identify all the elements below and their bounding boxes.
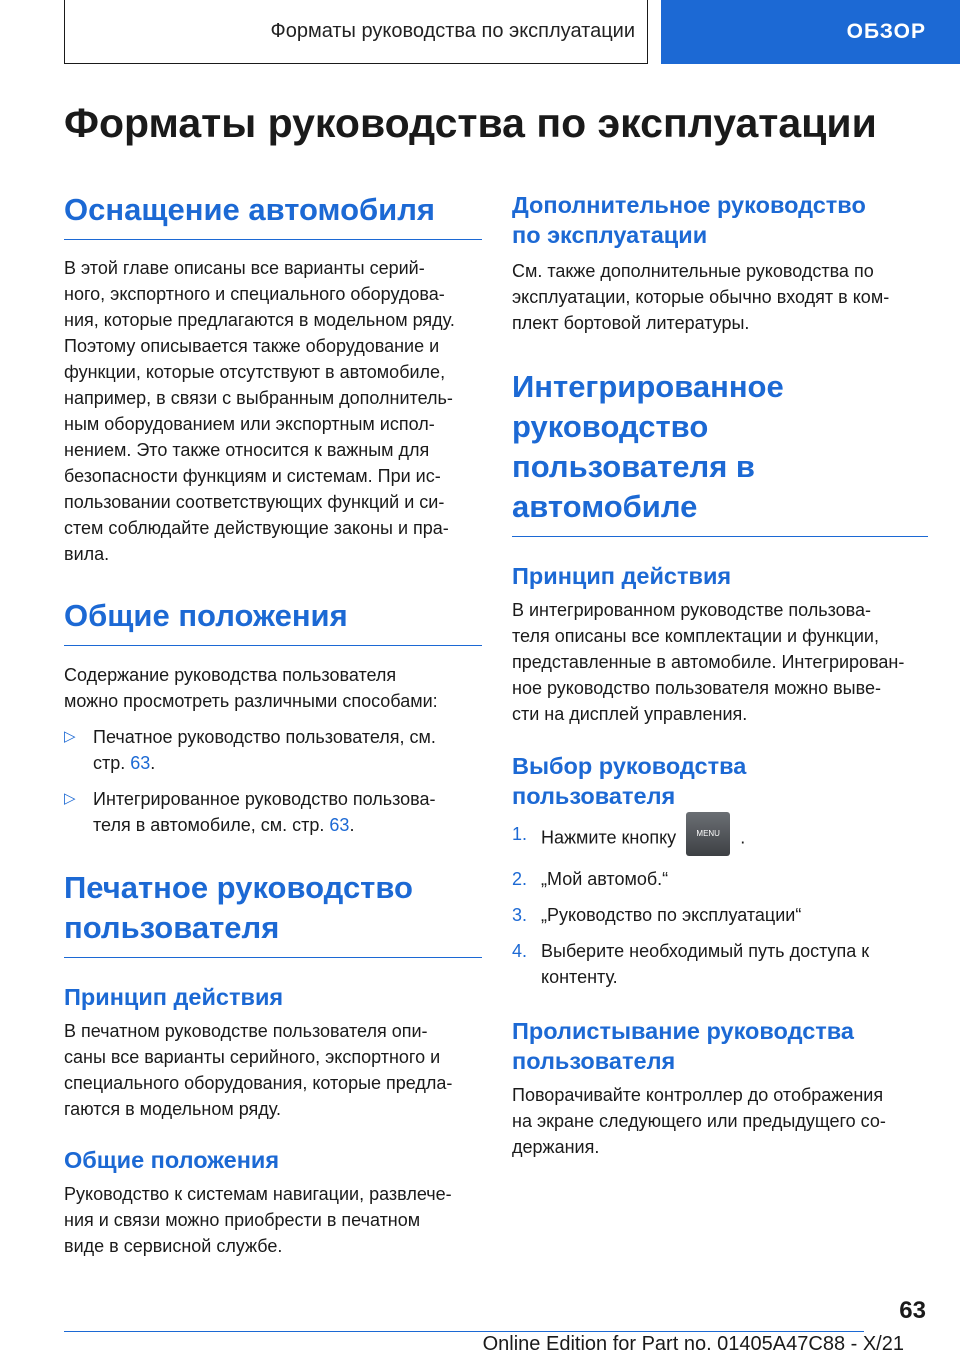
list-item: ▷ Интегрированное руководство пользова- теля в автомобиле, см. стр. 63.: [64, 786, 482, 838]
heading-equipment: Оснащение автомобиля: [64, 190, 482, 240]
page-number: 63: [899, 1297, 926, 1324]
printed-principle-paragraph: В печатном руководстве пользователя опи- саны все варианты серийного, экспортного и специального оборудования, которые предла- гаются в модельном ряду.: [64, 1021, 453, 1119]
header-tab-overview[interactable]: ОБЗОР: [661, 0, 960, 64]
equipment-paragraph: В этой главе описаны все варианты серий- ного, экспортного и специального оборудова- ния, которые предлагаются в модельном ряду. Поэтому описывается также оборудование и функции, которые отсутствуют в автомобиле, например, в связи с выбранным дополнитель- ным оборудованием или экспортным испол- нением. Это также относится к важным для безопасности функциям и системам. При ис- пользовании соответствующих функций и си- стем соблюдайте действующие законы и пра- вила.: [64, 258, 455, 564]
heading-printed-manual: Печатное руководство пользователя: [64, 868, 482, 958]
right-column: [512, 190, 928, 1160]
heading-general: Общие положения: [64, 596, 482, 646]
list-item: 1. Нажмите кнопку MENU .: [512, 821, 928, 856]
additional-manual-paragraph: См. также дополнительные руководства по эксплуатации, которые обычно входят в ком- плект бортовой литературы.: [512, 261, 890, 333]
footer-edition: Online Edition for Part no. 01405A47C88 - X/21: [482, 1333, 904, 1355]
heading-additional-manual: Дополнительное руководство по эксплуатации: [512, 192, 866, 248]
scroll-manual-paragraph: Поворачивайте контроллер до отображения на экране следующего или предыдущего со- держания.: [512, 1085, 886, 1157]
left-column: [64, 190, 482, 1259]
footer-divider: [64, 1331, 864, 1332]
general-paragraph: Содержание руководства пользователя можно просмотреть различными способами:: [64, 665, 438, 711]
triangle-bullet-icon: ▷: [64, 728, 76, 745]
heading-integrated-manual: Интегрированное руководство пользователя в автомобиле: [512, 367, 928, 537]
page-link[interactable]: 63: [130, 753, 151, 773]
list-item: 4. Выберите необходимый путь доступа к контенту.: [512, 941, 870, 987]
list-item: 3. „Руководство по эксплуатации“: [512, 905, 802, 925]
printed-general-paragraph: Руководство к системам навигации, развлече- ния и связи можно приобрести в печатном виде в сервисной службе.: [64, 1184, 452, 1256]
page-link[interactable]: 63: [329, 815, 350, 835]
general-bullet-list: [64, 724, 482, 838]
list-item: 2. „Мой автомоб.“: [512, 869, 669, 889]
select-manual-steps: [512, 821, 928, 990]
heading-integrated-principle: Принцип действия: [512, 563, 732, 589]
menu-button-icon: MENU: [686, 812, 730, 856]
header-title-box: [64, 0, 648, 64]
page-title: Форматы руководства по эксплуатации: [64, 100, 877, 146]
header-title: Форматы руководства по эксплуатации: [270, 20, 635, 42]
triangle-bullet-icon: ▷: [64, 790, 76, 807]
heading-printed-general: Общие положения: [64, 1147, 280, 1173]
heading-scroll-manual: Пролистывание руководства пользователя: [512, 1018, 854, 1074]
heading-select-manual: Выбор руководства пользователя: [512, 753, 747, 809]
list-item: ▷ Печатное руководство пользователя, см. стр. 63.: [64, 724, 482, 776]
integrated-principle-paragraph: В интегрированном руководстве пользова- теля описаны все комплектации и функции, представленные в автомобиле. Интегрирован- ное руководство пользователя можно выве- сти на дисплей управления.: [512, 600, 905, 724]
heading-printed-principle: Принцип действия: [64, 984, 284, 1010]
